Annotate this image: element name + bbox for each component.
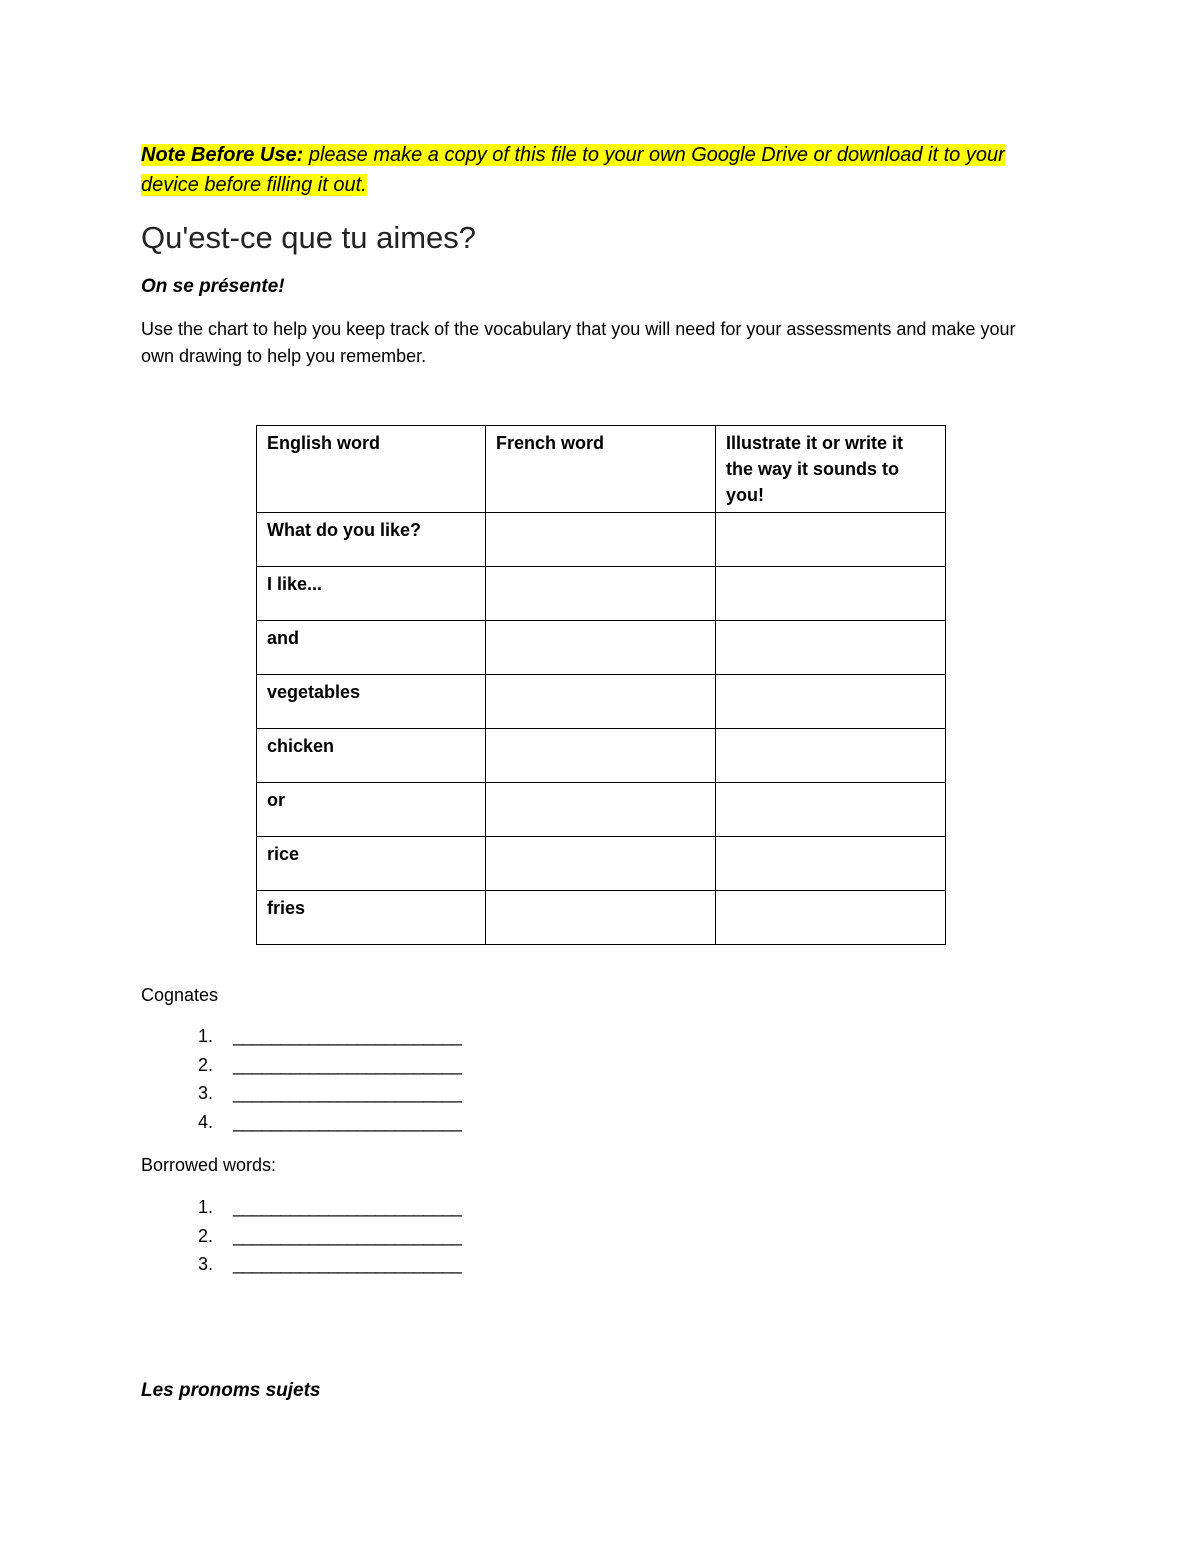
english-cell: and: [257, 621, 486, 675]
english-cell: chicken: [257, 729, 486, 783]
blank-line[interactable]: ________________________: [233, 1026, 462, 1046]
list-item[interactable]: [141, 1250, 461, 1279]
vocabulary-table: [256, 425, 946, 945]
illustrate-cell[interactable]: [716, 837, 946, 891]
table-row: [257, 513, 946, 567]
illustrate-cell[interactable]: [716, 783, 946, 837]
intro-paragraph: Use the chart to help you keep track of the vocabulary that you will need for your assessments and make your own drawing to help you remember.: [141, 319, 1016, 366]
illustrate-cell[interactable]: [716, 621, 946, 675]
illustrate-cell[interactable]: [716, 513, 946, 567]
table-row: [257, 783, 946, 837]
english-cell: fries: [257, 891, 486, 945]
table-row: [257, 729, 946, 783]
note-before-use: [141, 140, 1041, 200]
list-item[interactable]: [141, 1222, 461, 1251]
table-row: [257, 891, 946, 945]
list-item[interactable]: [141, 1051, 461, 1080]
english-cell: What do you like?: [257, 513, 486, 567]
table-row: [257, 621, 946, 675]
list-number: 3.: [197, 1254, 213, 1274]
french-cell[interactable]: [486, 621, 716, 675]
header-french-word: French word: [486, 426, 716, 513]
french-cell[interactable]: [486, 891, 716, 945]
blank-line[interactable]: ________________________: [233, 1054, 462, 1075]
illustrate-cell[interactable]: [716, 567, 946, 621]
english-cell: vegetables: [257, 675, 486, 729]
cognates-list: [141, 1022, 461, 1136]
list-item[interactable]: [141, 1022, 461, 1051]
table-row: [257, 675, 946, 729]
illustrate-cell[interactable]: [716, 729, 946, 783]
list-number: 1.: [197, 1026, 213, 1046]
table-header-row: [257, 426, 946, 513]
french-cell[interactable]: [486, 729, 716, 783]
blank-line[interactable]: ________________________: [233, 1225, 462, 1246]
note-text: please make a copy of this file to your own Google Drive or download it to your device before filling it out.: [141, 144, 1005, 196]
list-number: 2.: [197, 1054, 213, 1075]
list-item[interactable]: [141, 1108, 461, 1137]
cognates-label: Cognates: [141, 985, 219, 1005]
illustrate-cell[interactable]: [716, 891, 946, 945]
list-number: 3.: [197, 1083, 213, 1103]
header-illustrate: Illustrate it or write it the way it sounds to you!: [716, 426, 946, 513]
borrowed-words-list: [141, 1193, 461, 1279]
english-cell: I like...: [257, 567, 486, 621]
header-english-word: English word: [257, 426, 486, 513]
french-cell[interactable]: [486, 837, 716, 891]
list-item[interactable]: [141, 1193, 461, 1222]
blank-line[interactable]: ________________________: [233, 1254, 462, 1274]
french-cell[interactable]: [486, 783, 716, 837]
french-cell[interactable]: [486, 675, 716, 729]
illustrate-cell[interactable]: [716, 675, 946, 729]
table-row: [257, 567, 946, 621]
pronoms-heading: Les pronoms sujets: [141, 1380, 321, 1401]
list-number: 4.: [197, 1111, 213, 1132]
english-cell: rice: [257, 837, 486, 891]
borrowed-words-label: Borrowed words:: [141, 1155, 277, 1175]
french-cell[interactable]: [486, 567, 716, 621]
english-cell: or: [257, 783, 486, 837]
page-title: Qu'est-ce que tu aimes?: [141, 220, 477, 255]
list-number: 1.: [197, 1197, 213, 1217]
list-item[interactable]: [141, 1079, 461, 1108]
blank-line[interactable]: ________________________: [233, 1083, 462, 1103]
french-cell[interactable]: [486, 513, 716, 567]
list-number: 2.: [197, 1225, 213, 1246]
blank-line[interactable]: ________________________: [233, 1111, 462, 1132]
blank-line[interactable]: ________________________: [233, 1197, 462, 1217]
note-label: Note Before Use:: [141, 144, 304, 166]
table-row: [257, 837, 946, 891]
subtitle: On se présente!: [141, 276, 285, 297]
